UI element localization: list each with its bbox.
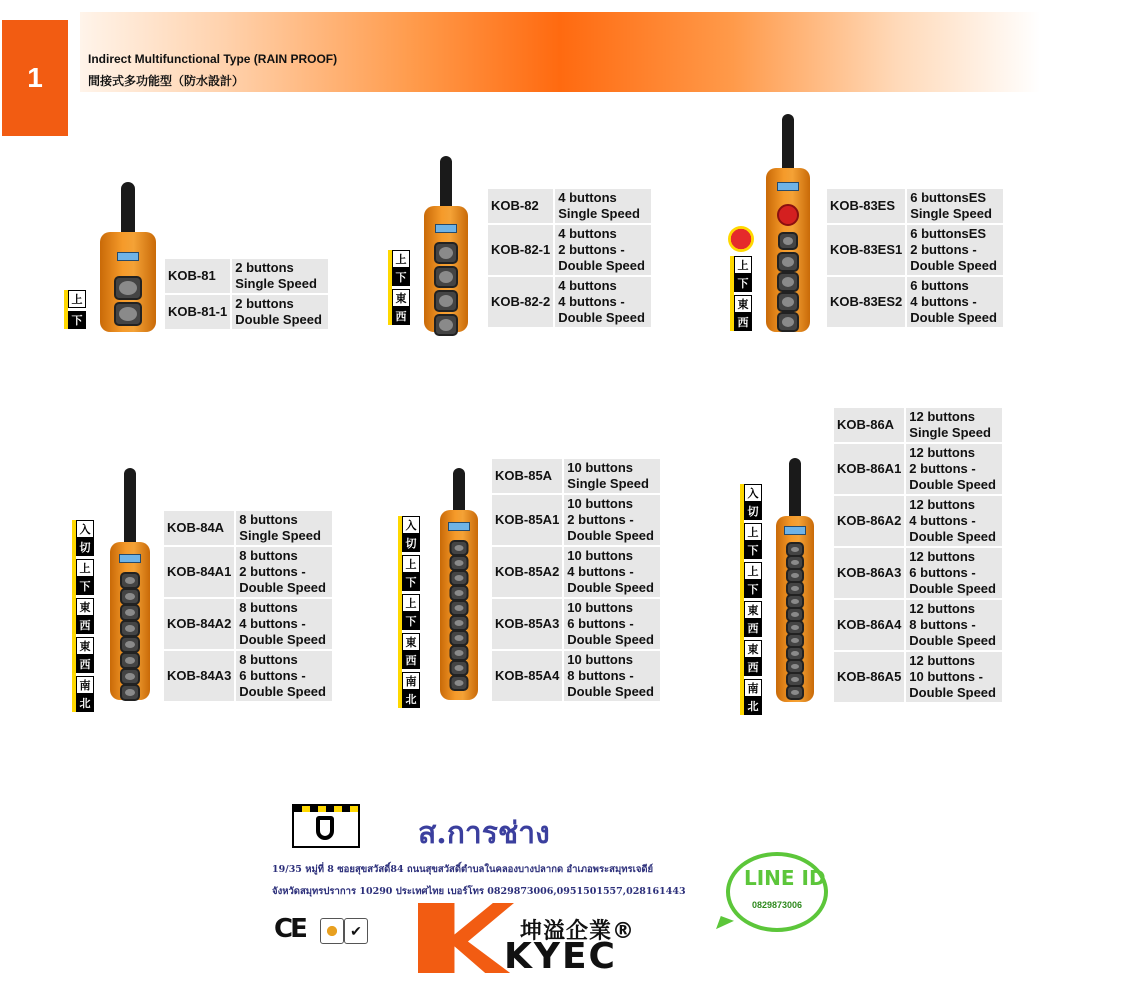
model-code: KOB-82	[488, 189, 553, 223]
direction-up: 上	[68, 290, 86, 308]
pendant-image-kob-81	[100, 182, 156, 332]
certification-badge-icon	[320, 918, 344, 944]
table-row	[492, 495, 660, 545]
direction-label-kob-86a	[740, 484, 762, 715]
model-code: KOB-85A3	[492, 599, 562, 649]
pendant-image-kob-82	[424, 156, 468, 332]
direction-down: 下	[734, 274, 752, 292]
direction-down: 下	[76, 577, 94, 595]
direction-west: 西	[744, 619, 762, 637]
model-code: KOB-81	[165, 259, 230, 293]
crane-hook-logo	[292, 804, 360, 848]
address-line-2: จังหวัดสมุทรปราการ 10290 ประเทศไทย เบอร์โทร 0829873006,0951501557,028161443	[272, 886, 686, 897]
direction-down: 下	[744, 541, 762, 559]
direction-east: 東	[744, 601, 762, 619]
model-code: KOB-86A2	[834, 496, 904, 546]
model-desc: 10 buttons 8 buttons - Double Speed	[564, 651, 660, 701]
model-desc: 2 buttons Single Speed	[232, 259, 328, 293]
model-desc: 10 buttons 4 buttons - Double Speed	[564, 547, 660, 597]
table-row	[827, 189, 1003, 223]
direction-up: 上	[76, 559, 94, 577]
table-row	[834, 600, 1002, 650]
pendant-image-kob-86a	[776, 458, 814, 702]
product-table-kob-85a	[490, 457, 662, 703]
model-code: KOB-82-2	[488, 277, 553, 327]
table-row	[834, 408, 1002, 442]
direction-east: 東	[734, 295, 752, 313]
direction-on: 入	[76, 520, 94, 538]
checkmark-badge-icon: ✔	[344, 918, 368, 944]
direction-label-kob-84a	[72, 520, 94, 712]
direction-west: 西	[744, 658, 762, 676]
model-desc: 4 buttons Single Speed	[555, 189, 651, 223]
direction-west: 西	[76, 655, 94, 673]
direction-down: 下	[402, 573, 420, 591]
direction-up: 上	[744, 523, 762, 541]
model-code: KOB-85A2	[492, 547, 562, 597]
direction-off: 切	[402, 534, 420, 552]
table-row	[827, 277, 1003, 327]
pendant-image-kob-85a	[440, 468, 478, 700]
line-id-title: LINE ID	[744, 866, 826, 890]
table-row	[834, 652, 1002, 702]
direction-up: 上	[402, 594, 420, 612]
product-table-kob-83es	[825, 187, 1005, 329]
table-row	[488, 189, 651, 223]
direction-north: 北	[76, 694, 94, 712]
table-row	[488, 225, 651, 275]
model-desc: 8 buttons Single Speed	[236, 511, 332, 545]
section-title-en: Indirect Multifunctional Type (RAIN PROOF)	[88, 52, 338, 66]
direction-up: 上	[402, 555, 420, 573]
model-code: KOB-85A4	[492, 651, 562, 701]
model-desc: 12 buttons 10 buttons - Double Speed	[906, 652, 1002, 702]
model-code: KOB-85A1	[492, 495, 562, 545]
table-row	[834, 548, 1002, 598]
table-row	[827, 225, 1003, 275]
table-row	[164, 511, 332, 545]
model-desc: 4 buttons 4 buttons - Double Speed	[555, 277, 651, 327]
direction-up: 上	[734, 256, 752, 274]
table-row	[834, 444, 1002, 494]
model-code: KOB-83ES2	[827, 277, 905, 327]
product-table-kob-82	[486, 187, 653, 329]
model-code: KOB-85A	[492, 459, 562, 493]
direction-up: 上	[392, 250, 410, 268]
model-desc: 8 buttons 2 buttons - Double Speed	[236, 547, 332, 597]
section-number: 1	[2, 20, 68, 136]
kyec-chinese-name: 坤溢企業®	[520, 919, 636, 944]
direction-north: 北	[402, 690, 420, 708]
model-desc: 8 buttons 4 buttons - Double Speed	[236, 599, 332, 649]
table-row	[834, 496, 1002, 546]
product-table-kob-84a	[162, 509, 334, 703]
model-code: KOB-83ES	[827, 189, 905, 223]
model-desc: 2 buttons Double Speed	[232, 295, 328, 329]
model-code: KOB-86A	[834, 408, 904, 442]
table-row	[488, 277, 651, 327]
direction-east: 東	[76, 637, 94, 655]
model-code: KOB-84A2	[164, 599, 234, 649]
table-row	[165, 259, 328, 293]
model-code: KOB-84A	[164, 511, 234, 545]
product-table-kob-86a	[832, 406, 1004, 704]
model-desc: 10 buttons 6 buttons - Double Speed	[564, 599, 660, 649]
table-row	[164, 547, 332, 597]
line-id-bubble-icon	[726, 852, 828, 932]
address-line-1: 19/35 หมู่ที่ 8 ซอยสุขสวัสดิ์84 ถนนสุขสวัสดิ์ตำบลในคลองบางปลากด อำเภอพระสมุทรเจดีย์	[272, 864, 654, 875]
direction-west: 西	[76, 616, 94, 634]
direction-label-kob-82	[388, 250, 410, 325]
model-desc: 6 buttonsES Single Speed	[907, 189, 1003, 223]
direction-down: 下	[744, 580, 762, 598]
table-row	[164, 651, 332, 701]
direction-label-kob-83	[730, 256, 752, 331]
direction-east: 東	[392, 289, 410, 307]
product-table-kob-81	[163, 257, 330, 331]
model-code: KOB-86A3	[834, 548, 904, 598]
line-id-number: 0829873006	[752, 900, 803, 910]
table-row	[492, 459, 660, 493]
direction-west: 西	[734, 313, 752, 331]
model-desc: 12 buttons Single Speed	[906, 408, 1002, 442]
line-bubble-tail	[716, 916, 734, 934]
model-desc: 8 buttons 6 buttons - Double Speed	[236, 651, 332, 701]
direction-south: 南	[744, 679, 762, 697]
model-code: KOB-82-1	[488, 225, 553, 275]
pendant-image-kob-84a	[110, 468, 150, 700]
model-desc: 10 buttons Single Speed	[564, 459, 660, 493]
direction-off: 切	[744, 502, 762, 520]
model-desc: 10 buttons 2 buttons - Double Speed	[564, 495, 660, 545]
direction-north: 北	[744, 697, 762, 715]
direction-east: 東	[76, 598, 94, 616]
brand-name-thai: ส.การช่าง	[418, 816, 550, 851]
direction-south: 南	[76, 676, 94, 694]
model-desc: 6 buttonsES 2 buttons - Double Speed	[907, 225, 1003, 275]
direction-south: 南	[402, 672, 420, 690]
model-code: KOB-84A3	[164, 651, 234, 701]
model-code: KOB-86A5	[834, 652, 904, 702]
emergency-stop-icon	[728, 226, 754, 252]
table-row	[492, 651, 660, 701]
model-desc: 4 buttons 2 buttons - Double Speed	[555, 225, 651, 275]
direction-down: 下	[68, 311, 86, 329]
direction-on: 入	[402, 516, 420, 534]
model-desc: 12 buttons 8 buttons - Double Speed	[906, 600, 1002, 650]
direction-label-kob-85a	[398, 516, 420, 708]
table-row	[165, 295, 328, 329]
section-title-zh: 間接式多功能型（防水設計）	[88, 74, 245, 88]
model-code: KOB-83ES1	[827, 225, 905, 275]
direction-east: 東	[744, 640, 762, 658]
model-desc: 12 buttons 4 buttons - Double Speed	[906, 496, 1002, 546]
direction-west: 西	[402, 651, 420, 669]
direction-down: 下	[392, 268, 410, 286]
kyec-k-logo-icon	[418, 903, 514, 973]
table-row	[164, 599, 332, 649]
ce-mark-icon: CE	[274, 914, 305, 944]
model-code: KOB-86A4	[834, 600, 904, 650]
direction-off: 切	[76, 538, 94, 556]
direction-label-kob-81	[64, 290, 86, 329]
model-desc: 12 buttons 6 buttons - Double Speed	[906, 548, 1002, 598]
model-desc: 12 buttons 2 buttons - Double Speed	[906, 444, 1002, 494]
kyec-english-name: KYEC	[504, 936, 617, 977]
model-code: KOB-81-1	[165, 295, 230, 329]
pendant-image-kob-83es	[766, 114, 810, 332]
direction-west: 西	[392, 307, 410, 325]
direction-east: 東	[402, 633, 420, 651]
model-desc: 6 buttons 4 buttons - Double Speed	[907, 277, 1003, 327]
model-code: KOB-84A1	[164, 547, 234, 597]
direction-on: 入	[744, 484, 762, 502]
model-code: KOB-86A1	[834, 444, 904, 494]
table-row	[492, 599, 660, 649]
table-row	[492, 547, 660, 597]
direction-up: 上	[744, 562, 762, 580]
direction-down: 下	[402, 612, 420, 630]
